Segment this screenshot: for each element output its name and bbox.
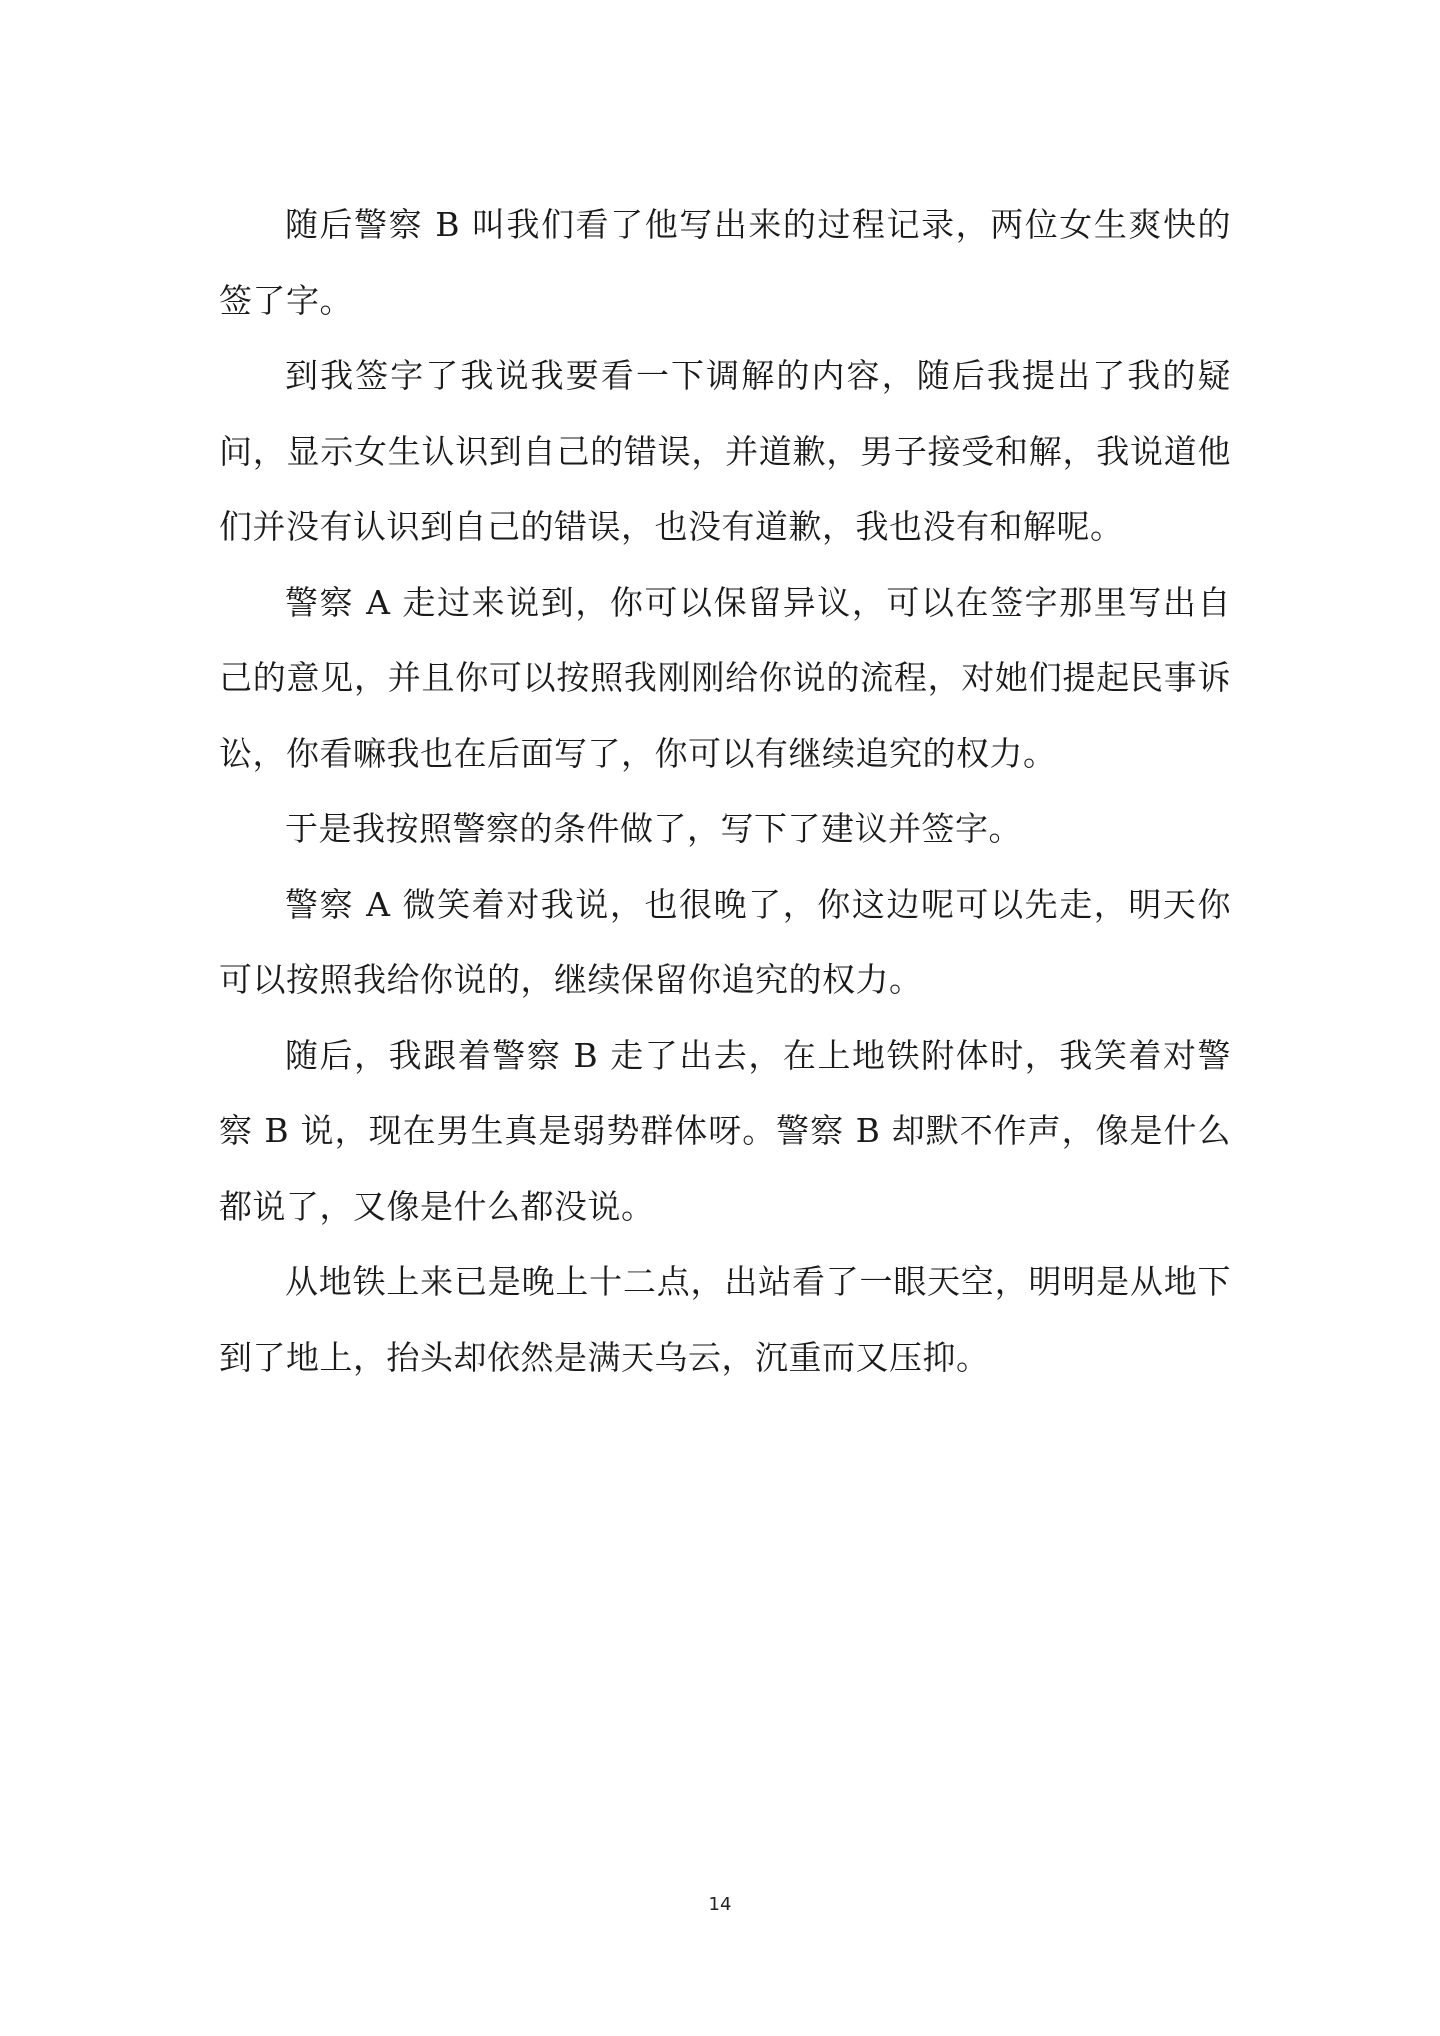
paragraph-6: 随后，我跟着警察 B 走了出去，在上地铁附体时，我笑着对警察 B 说，现在男生真是弱势群体呀。警察 B 却默不作声，像是什么都说了，又像是什么都没说。 [219,1035,1231,1226]
paragraph-1: 随后警察 B 叫我们看了他写出来的过程记录，两位女生爽快的签了字。 [219,205,1231,320]
paragraph-2: 到我签字了我说我要看一下调解的内容，随后我提出了我的疑问，显示女生认识到自己的错误，并道歉，男子接受和解，我说道他们并没有认识到自己的错误，也没有道歉，我也没有和解呢。 [219,356,1231,546]
page-number: 14 [708,1894,732,1915]
paragraph-7: 从地铁上来已是晚上十二点，出站看了一眼天空，明明是从地下到了地上，抬头却依然是满天乌云，沉重而又压抑。 [219,1262,1231,1377]
paragraph-3: 警察 A 走过来说到，你可以保留异议，可以在签字那里写出自己的意见，并且你可以按照我刚刚给你说的流程，对她们提起民事诉讼，你看嘛我也在后面写了，你可以有继续追究的权力。 [219,582,1231,773]
paragraph-5: 警察 A 微笑着对我说，也很晚了，你这边呢可以先走，明天你可以按照我给你说的，继续保留你追究的权力。 [219,884,1231,999]
paragraph-4: 于是我按照警察的条件做了，写下了建议并签字。 [285,809,1022,848]
document-body [219,187,1231,1395]
